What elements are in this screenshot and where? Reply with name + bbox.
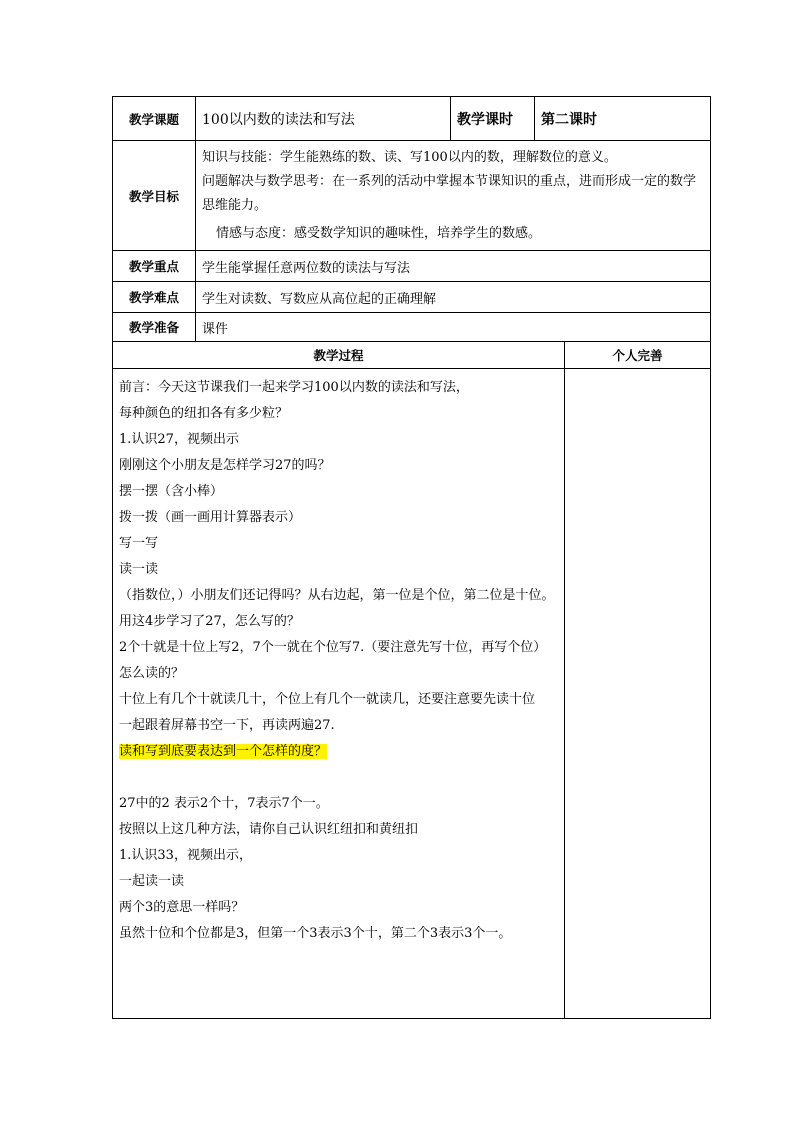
process-line: 虽然十位和个位都是3，但第一个3表示3个十，第二个3表示3个一。 (119, 926, 512, 941)
process-line: 用这4步学习了27，怎么写的？ (119, 614, 300, 629)
goals-row (113, 141, 711, 251)
hours-label: 教学课时 (451, 97, 535, 141)
preparation-row (113, 313, 711, 342)
process-content (113, 369, 565, 1019)
key-point-label: 教学重点 (113, 251, 196, 282)
process-line: 十位上有几个十就读几十，个位上有几个一就读几，还要注意要先读十位 (119, 692, 536, 707)
process-line: 1.认识33，视频出示， (119, 848, 252, 863)
process-line: 按照以上这几种方法，请你自己认识红纽扣和黄纽扣 (119, 822, 419, 837)
goal-thinking: 问题解决与数学思考：在一系列的活动中掌握本节课知识的重点，进而形成一定的数学思维能力。 (202, 173, 697, 213)
process-line: 一起跟着屏幕书空一下，再读两遍27. (119, 718, 335, 733)
process-line: 怎么读的？ (119, 666, 185, 681)
process-label: 教学过程 (113, 342, 565, 369)
difficulty-label: 教学难点 (113, 282, 196, 313)
personal-label: 个人完善 (565, 342, 711, 369)
process-line: （指数位，）小朋友们还记得吗？从右边起，第一位是个位，第二位是十位。 (119, 588, 555, 603)
process-line: 拨一拨（画一画用计算器表示） (119, 510, 302, 525)
process-line-blank (119, 765, 560, 791)
difficulty-row (113, 282, 711, 313)
process-line: 一起读一读 (119, 874, 185, 889)
goals-content (196, 141, 711, 251)
process-line: 每种颜色的纽扣各有多少粒？ (119, 406, 289, 421)
preparation-value: 课件 (196, 313, 711, 342)
process-line-highlighted (119, 739, 560, 765)
preparation-label: 教学准备 (113, 313, 196, 342)
process-body-row (113, 369, 711, 1019)
personal-notes-cell (565, 369, 711, 1019)
process-line: 摆一摆（含小棒） (119, 484, 224, 499)
goals-label: 教学目标 (113, 141, 196, 251)
process-line: 两个3的意思一样吗？ (119, 900, 245, 915)
key-point-value: 学生能掌握任意两位数的读法与写法 (196, 251, 711, 282)
topic-label: 教学课题 (113, 97, 196, 141)
process-line: 1.认识27，视频出示 (119, 432, 239, 447)
hours-value: 第二课时 (535, 97, 711, 141)
process-line: 2个十就是十位上写2，7个一就在个位写7.（要注意先写十位，再写个位） (119, 640, 547, 655)
difficulty-value: 学生对读数、写数应从高位起的正确理解 (196, 282, 711, 313)
process-line: 读一读 (119, 562, 159, 577)
goal-knowledge: 知识与技能：学生能熟练的数、读、写100以内的数，理解数位的意义。 (202, 149, 617, 165)
topic-value: 100以内数的读法和写法 (196, 97, 451, 141)
highlighted-question: 读和写到底要表达到一个怎样的度？ (119, 744, 328, 759)
topic-row (113, 97, 711, 141)
process-header-row (113, 342, 711, 369)
lesson-plan-table (112, 96, 711, 1019)
process-line: 27中的2 表示2个十，7表示7个一。 (119, 796, 329, 811)
key-point-row (113, 251, 711, 282)
process-line: 刚刚这个小朋友是怎样学习27的吗？ (119, 458, 331, 473)
process-line: 前言：今天这节课我们一起来学习100以内数的读法和写法， (119, 380, 469, 395)
goal-attitude: 情感与态度：感受数学知识的趣味性，培养学生的数感。 (216, 225, 542, 241)
process-line: 写一写 (119, 536, 159, 551)
